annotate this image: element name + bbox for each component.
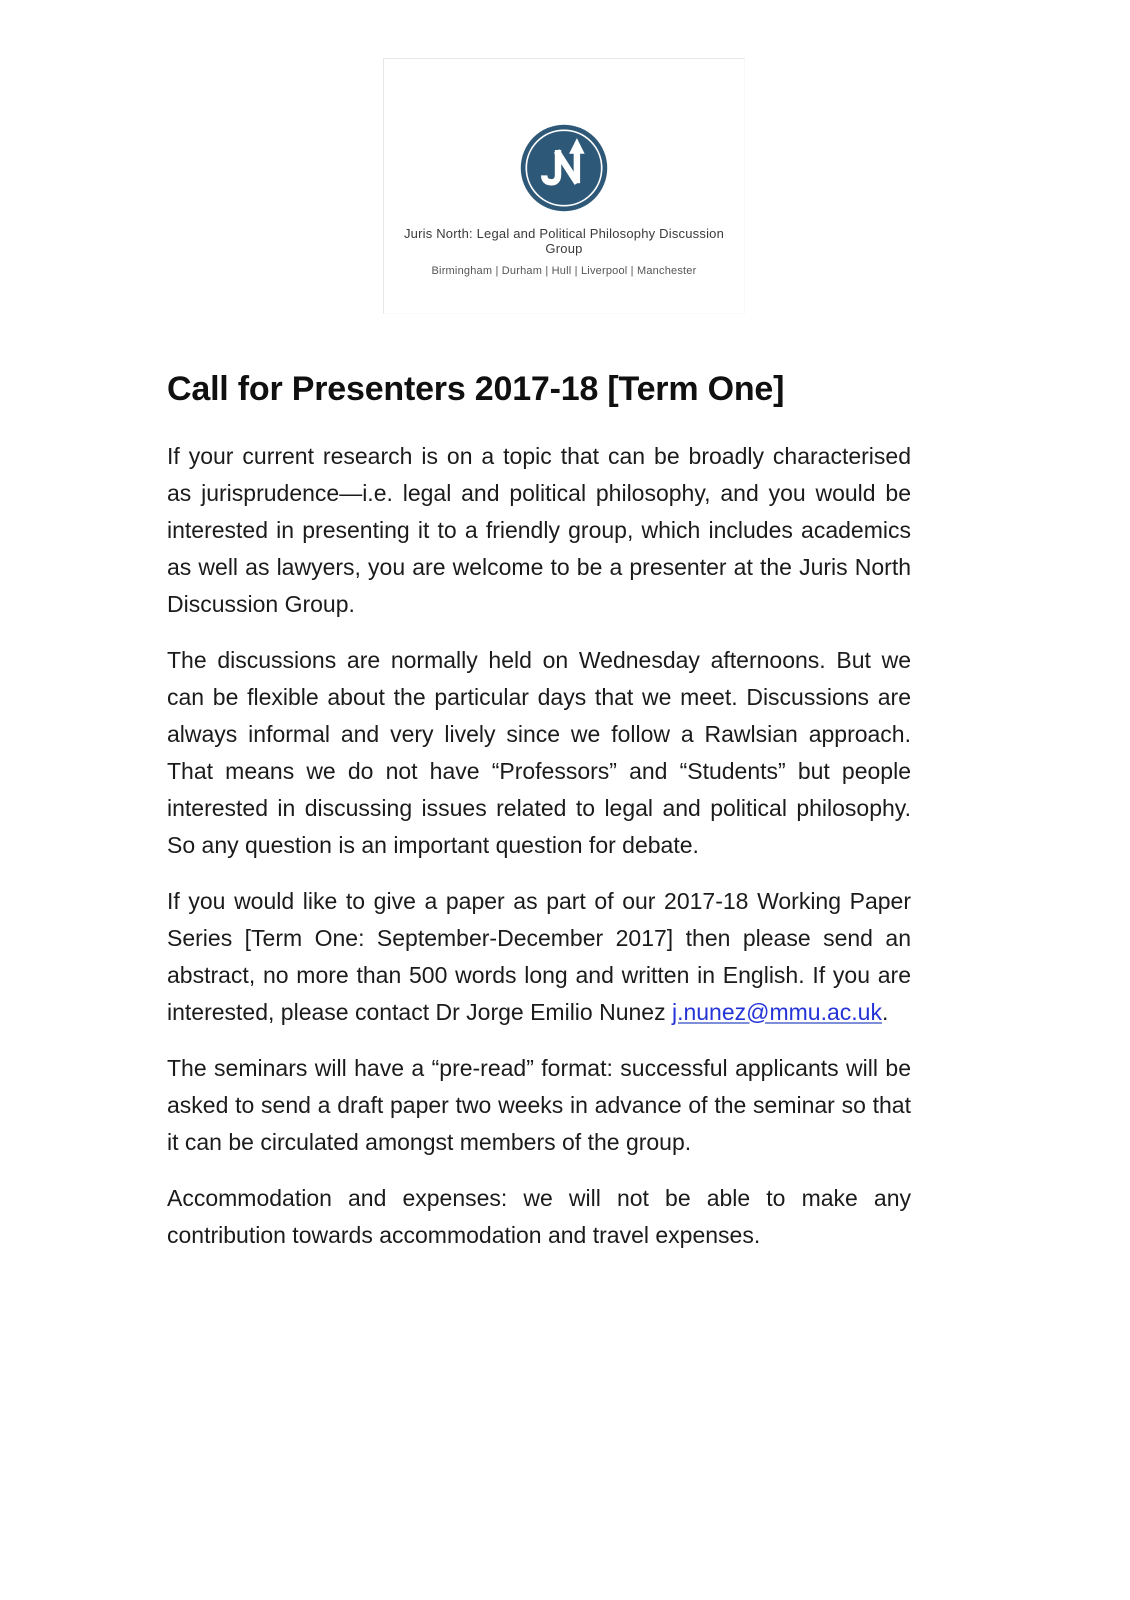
document-body xyxy=(167,368,911,1273)
juris-north-logo xyxy=(518,122,610,214)
page-title: Call for Presenters 2017-18 [Term One] xyxy=(167,370,785,408)
paragraph-expenses: Accommodation and expenses: we will not be able to make any contribution towards accommodation and travel expenses. xyxy=(167,1184,911,1248)
paragraph-intro: If your current research is on a topic that can be broadly characterised as jurisprudence—i.e. legal and political philosophy, and you would be interested in presenting it to a friendly group, which includes academics as well as lawyers, you are welcome to be a presenter at the Juris North Discussion Group. xyxy=(167,442,911,617)
logo-block xyxy=(383,58,745,314)
org-name: Juris North: Legal and Political Philosophy Discussion Group xyxy=(403,226,725,256)
submission-text-before-link: If you would like to give a paper as part of our 2017-18 Working Paper Series [Term One: September-December 2017] then please send an abstract, no more than 500 words long and written in English. If you are interested, please contact Dr Jorge Emilio Nunez xyxy=(167,887,911,1025)
paragraph-submission xyxy=(167,883,911,1031)
email-link[interactable]: j.nunez@mmu.ac.uk xyxy=(671,998,882,1025)
paragraph-discussions: The discussions are normally held on Wednesday afternoons. But we can be flexible about the particular days that we meet. Discussions are always informal and very lively since we follow a Rawlsian approach. That means we do not have “Professors” and “Students” but people interested in discussing issues related to legal and political philosophy. So any question is an important question for debate. xyxy=(167,646,911,858)
paragraph-preread-format: The seminars will have a “pre-read” format: successful applicants will be asked to send a draft paper two weeks in advance of the seminar so that it can be circulated amongst members of the group. xyxy=(167,1054,911,1155)
submission-text-after-link: . xyxy=(881,998,889,1025)
org-locations: Birmingham | Durham | Hull | Liverpool | Manchester xyxy=(431,265,697,277)
